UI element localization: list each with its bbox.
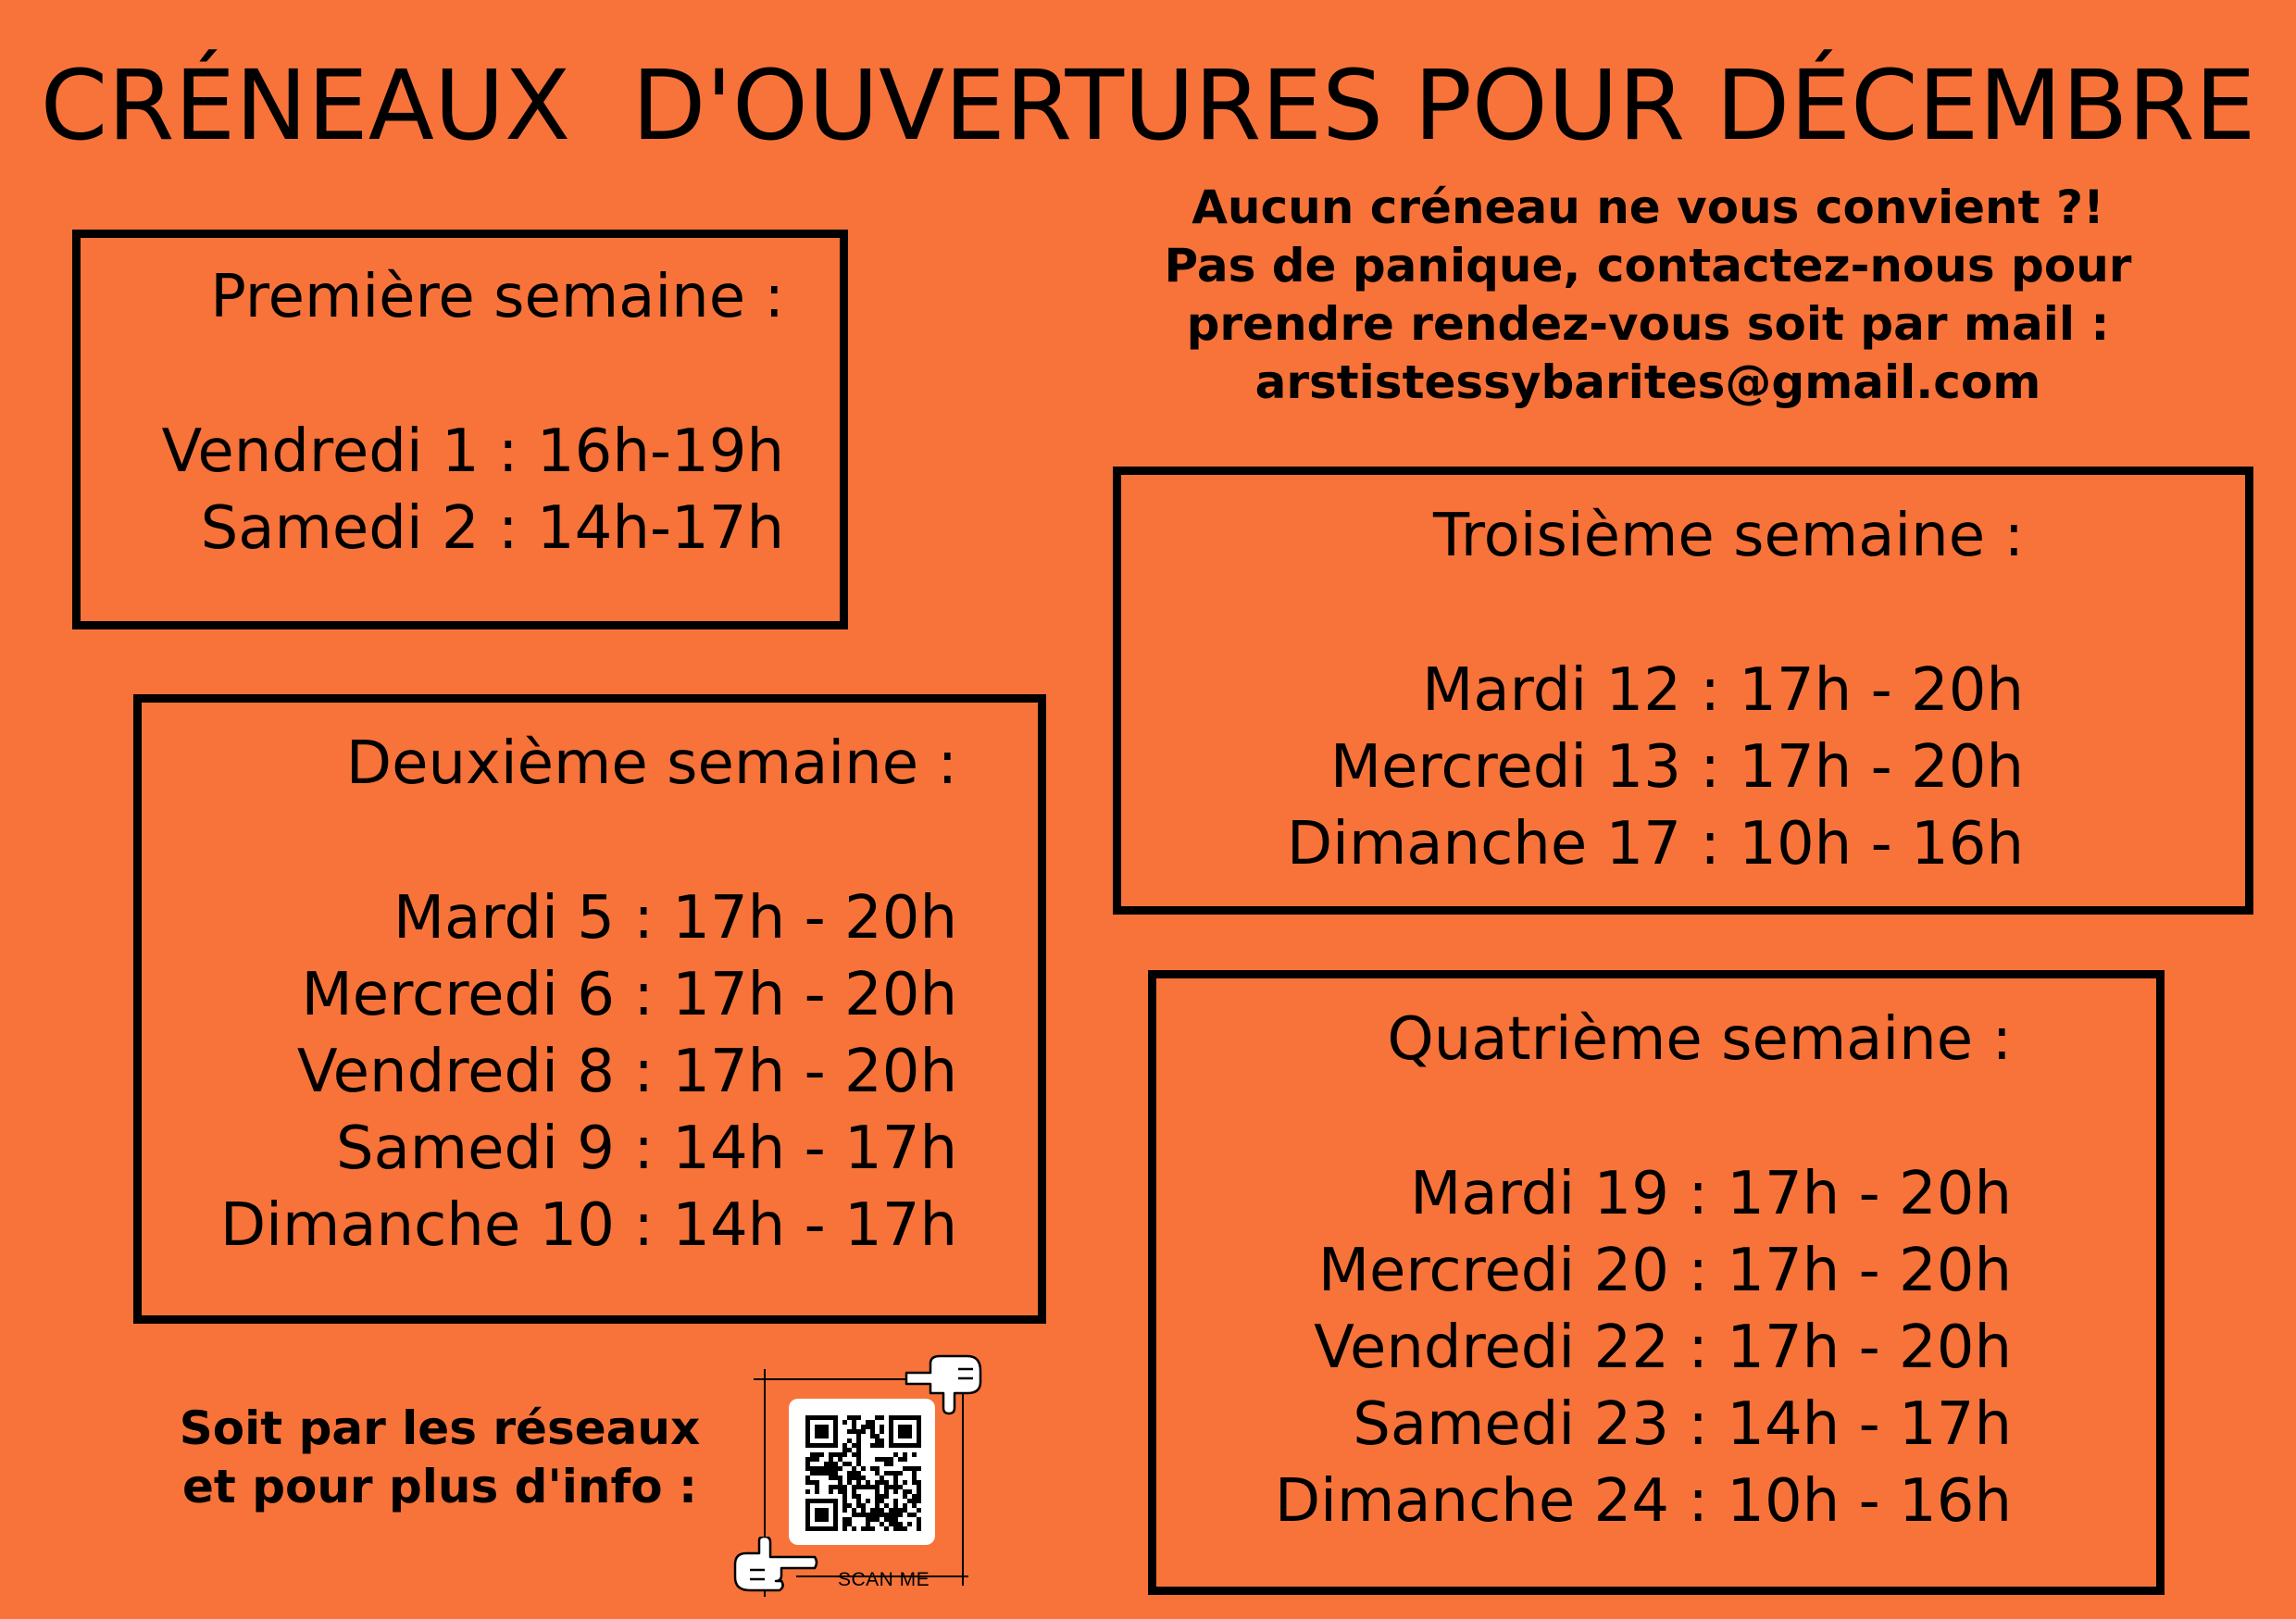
notice-line: prendre rendez-vous soit par mail : [1186,297,2110,351]
social-text [148,1400,731,1516]
contact-notice [1046,179,2250,412]
week-box-4 [1148,970,2165,1595]
notice-line: Aucun créneau ne vous convient ?! [1192,181,2104,234]
week-box-1 [72,230,848,629]
slot-line: Dimanche 10 : 14h - 17h [219,1191,957,1260]
slot-line: Dimanche 24 : 10h - 16h [1274,1467,2012,1536]
week-box-3 [1113,467,2253,915]
week-heading: Quatrième semaine : [1387,1005,2012,1074]
notice-line: Pas de panique, contactez-nous pour [1164,239,2132,293]
week-content [220,725,957,1264]
week-heading: Troisième semaine : [1433,502,2024,570]
week-content [162,258,784,567]
week-box-2 [133,694,1046,1324]
slot-line: Dimanche 17 : 10h - 16h [1286,810,2024,878]
slot-line: Vendredi 8 : 17h - 20h [296,1038,957,1106]
slot-line: Vendredi 1 : 16h-19h [161,417,784,486]
slot-line: Samedi 9 : 14h - 17h [335,1115,957,1183]
slot-line: Vendredi 22 : 17h - 20h [1314,1314,2012,1382]
slot-line: Samedi 2 : 14h-17h [200,494,784,563]
social-line: Soit par les réseaux [179,1401,701,1455]
scan-me-label: SCAN ME [838,1569,930,1590]
social-line: et pour plus d'info : [181,1460,698,1513]
slot-line: Mercredi 13 : 17h - 20h [1329,733,2024,802]
slot-line: Mardi 12 : 17h - 20h [1422,656,2024,725]
pointing-hand-right-icon [731,1537,820,1601]
contact-email: arstistessybarites@gmail.com [1254,355,2041,409]
week-heading: Première semaine : [210,263,784,331]
qr-section [731,1347,1000,1615]
slot-line: Mercredi 6 : 17h - 20h [301,961,957,1029]
slot-line: Samedi 23 : 14h - 17h [1353,1390,2012,1459]
pointing-hand-down-icon [903,1352,984,1417]
week-heading: Deuxième semaine : [345,729,957,798]
week-content [1287,497,2024,883]
slot-line: Mardi 19 : 17h - 20h [1410,1160,2012,1228]
slot-line: Mercredi 20 : 17h - 20h [1317,1237,2012,1305]
week-content [1275,1001,2012,1540]
slot-line: Mardi 5 : 17h - 20h [393,884,957,953]
page-title: CRÉNEAUX D'OUVERTURES POUR DÉCEMBRE [40,49,2256,162]
